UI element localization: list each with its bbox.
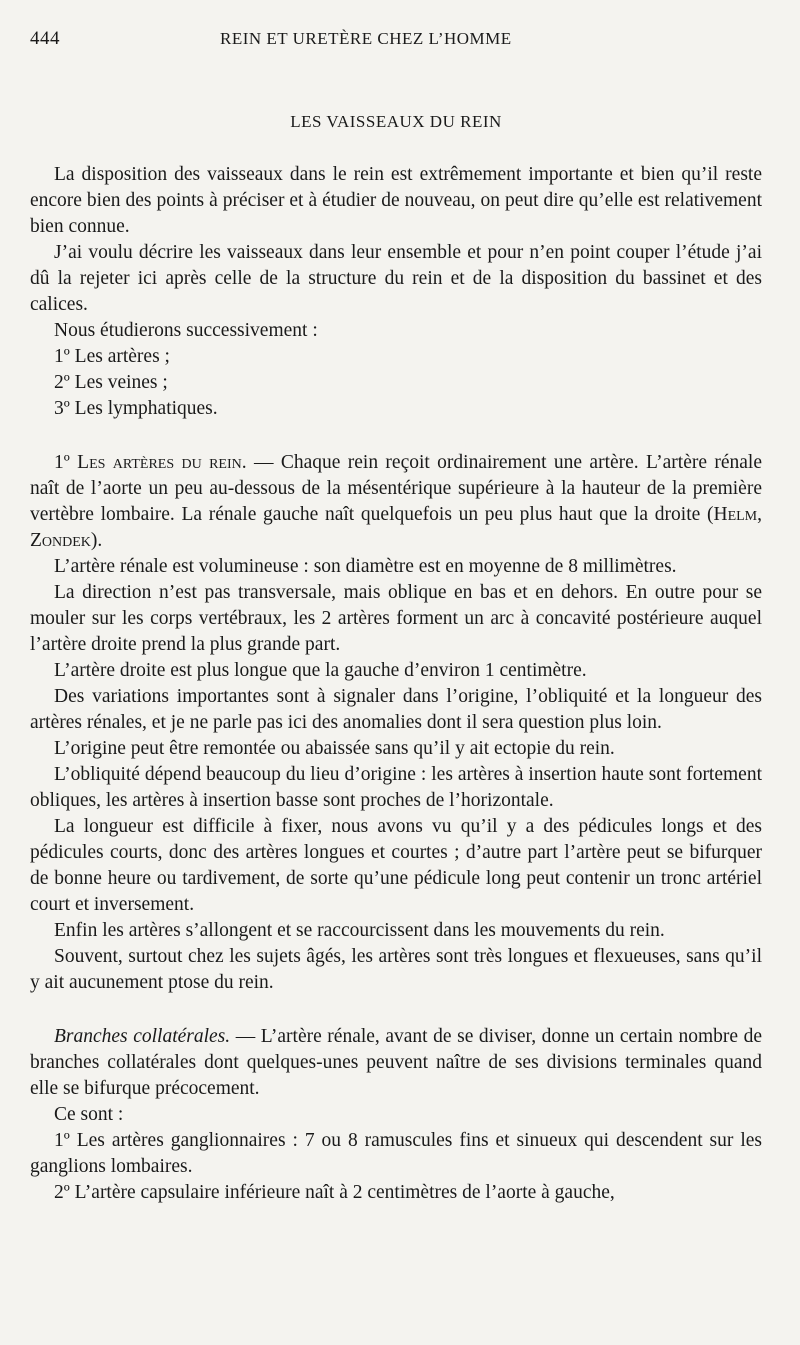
paragraph: Enfin les artères s’allongent et se raccourcissent dans les mouvements du rein. [54,920,665,941]
separator: , [757,504,762,525]
paragraph: Ce sont : [54,1104,124,1125]
paragraph-text: — L’artère rénale, avant de se diviser, donne un certain nombre de branches collatérales dont quelques-unes peuvent naître de ses divisions terminales quand elle se bifurque précocement. [30,1026,763,1099]
body-text [30,162,762,1206]
paragraph: L’artère droite est plus longue que la gauche d’environ 1 centimètre. [54,660,587,681]
paragraph: L’obliquité dépend beaucoup du lieu d’origine : les artères à insertion haute sont fortement obliques, les artères à insertion basse sont proches de l’horizontale. [30,764,762,811]
author-name: Zondek [30,530,91,551]
paragraph-text: ). [90,530,103,551]
subsection-heading: Branches collatérales. [54,1026,231,1047]
subsection-heading: 1º Les artères du rein. [54,452,247,473]
paragraph-branches [30,1024,762,1102]
paragraph: La disposition des vaisseaux dans le rein est extrêmement importante et bien qu’il reste encore bien des points à préciser et à étudier de nouveau, on peut dire qu’elle est relativement bien connue. [30,164,762,237]
paragraph: La direction n’est pas transversale, mais oblique en bas et en dehors. En outre pour se mouler sur les corps vertébraux, les 2 artères forment un arc à concavité postérieure auquel l’artère droite prend la plus grande part. [30,582,762,655]
list-item: 3º Les lymphatiques. [54,398,218,419]
paragraph: L’origine peut être remontée ou abaissée sans qu’il y ait ectopie du rein. [54,738,615,759]
paragraph: Des variations importantes sont à signaler dans l’origine, l’obliquité et la longueur des artères rénales, et je ne parle pas ici des anomalies dont il sera question plus loin. [30,686,762,733]
list-item: 1º Les artères ; [54,346,170,367]
page-number: 444 [30,28,60,49]
running-head [30,28,762,62]
section-title: LES VAISSEAUX DU REIN [290,112,502,131]
paragraph-arteres [30,450,762,554]
paragraph: La longueur est difficile à fixer, nous avons vu qu’il y a des pédicules longs et des pédicules courts, donc des artères longues et courtes ; d’autre part l’artère peut se bifurquer de bonne heure ou tardivement, de sorte qu’une pédicule long peut contenir un tronc artériel court et inversement. [30,816,762,915]
paragraph: Souvent, surtout chez les sujets âgés, les artères sont très longues et flexueuses, sans qu’il y ait aucunement ptose du rein. [30,946,762,993]
list-item: 2º Les veines ; [54,372,168,393]
paragraph: J’ai voulu décrire les vaisseaux dans leur ensemble et pour n’en point couper l’étude j’ai dû la rejeter ici après celle de la structure du rein et de la disposition du bassinet et des calices. [30,242,762,315]
paragraph-text: — Chaque rein reçoit ordinairement une artère. L’artère rénale naît de l’aorte un peu au-dessous de la mésentérique supérieure à la hauteur de la première vertèbre lombaire. La rénale gauche naît quelquefois un peu plus haut que la droite ( [30,452,762,525]
paragraph: 1º Les artères ganglionnaires : 7 ou 8 ramuscules fins et sinueux qui descendent sur les ganglions lombaires. [30,1130,762,1177]
paragraph: L’artère rénale est volumineuse : son diamètre est en moyenne de 8 millimètres. [54,556,677,577]
author-name: Helm [713,504,758,525]
running-title: REIN ET URETÈRE CHEZ L’HOMME [220,29,512,48]
paragraph: Nous étudierons successivement : [54,320,318,341]
paragraph: 2º L’artère capsulaire inférieure naît à 2 centimètres de l’aorte à gauche, [54,1182,615,1203]
